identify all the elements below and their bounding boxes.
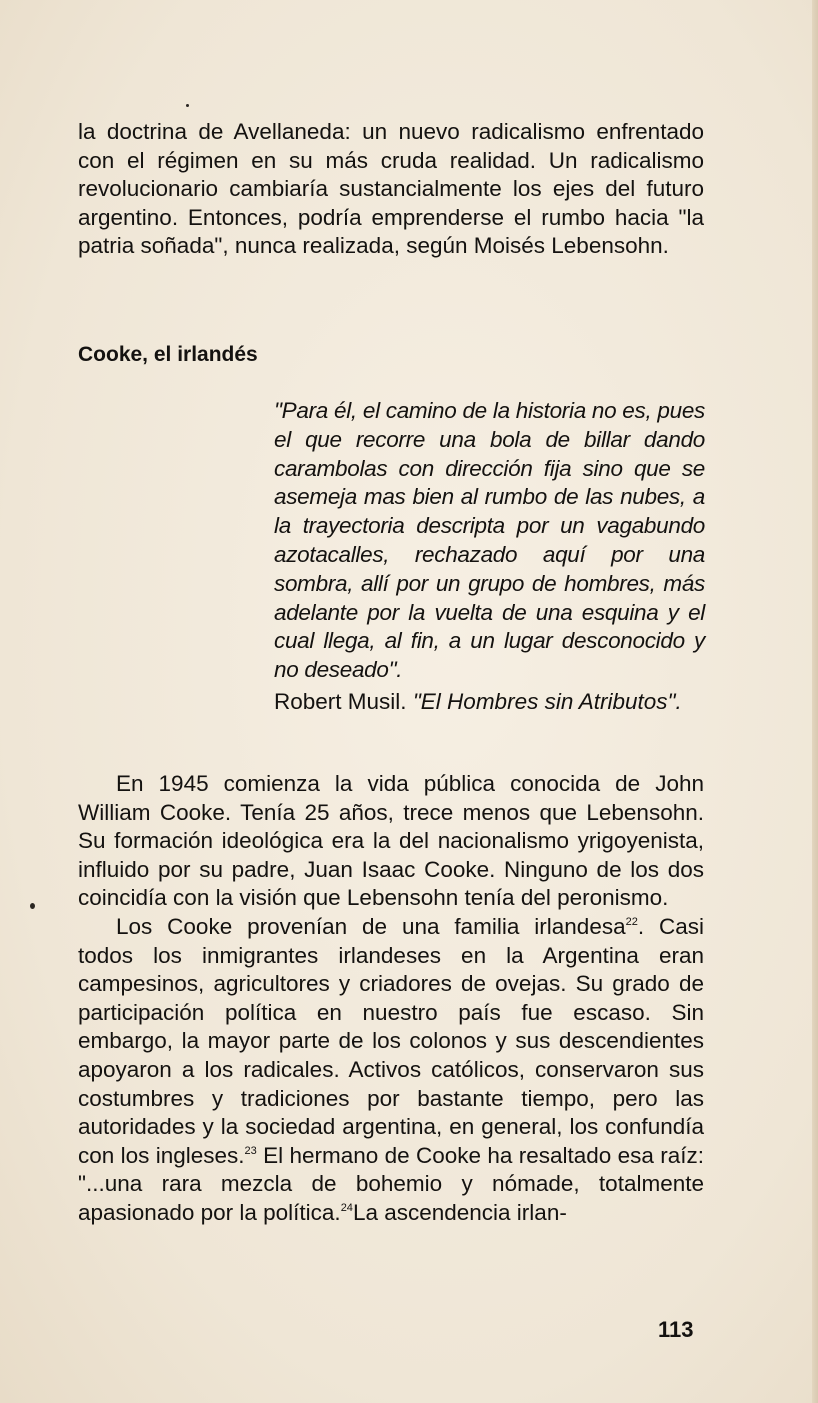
paragraph-cooke-family [78, 913, 704, 1228]
footnote-ref-24: 24 [340, 1201, 353, 1214]
cooke-family-text-1: Los Cooke provenían de una familia irlandesa [116, 913, 626, 939]
cooke-family-text-2: . Casi todos los inmigrantes irlandeses en la Argentina eran campesinos, agricultores y criadores de ovejas. Su grado de participación política en nuestro país fue escaso. Sin embargo, la mayor parte de los colonos y sus descendientes apoyaron a los radicales. Activos católicos, conservaron sus costumbres y tradiciones por bastante tiempo, pero las autoridades y la sociedad argentina, en general, los confundía con los ingleses. [78, 913, 704, 1168]
intro-block [78, 118, 704, 261]
footnote-ref-22: 22 [625, 915, 638, 928]
cooke-family-text-3: El hermano de Cooke ha resaltado esa raíz: "...una rara mezcla de bohemio y nómade, totalmente apasionado por la política. [78, 1142, 704, 1225]
page-number: 113 [658, 1317, 694, 1342]
footnote-ref-23: 23 [244, 1144, 257, 1157]
epigraph-work: "El Hombres sin Atributos". [412, 689, 682, 714]
paragraph-1945: En 1945 comienza la vida pública conocida de John William Cooke. Tenía 25 años, trece menos que Lebensohn. Su formación ideológica era la del nacionalismo yrigoyenista, influido por su padre, Juan Isaac Cooke. Ninguno de los dos coincidía con la visión que Lebensohn tenía del peronismo. [78, 771, 704, 911]
epigraph-author: Robert Musil. [274, 689, 407, 714]
section-heading: Cooke, el irlandés [78, 343, 258, 366]
print-speck [186, 104, 189, 107]
print-speck [30, 903, 35, 909]
epigraph-attribution [274, 688, 705, 717]
cooke-family-text-4: La ascendencia irlan- [352, 1199, 567, 1225]
body-block [78, 770, 704, 1228]
intro-paragraph: la doctrina de Avellaneda: un nuevo radicalismo enfrentado con el régimen en su más cruda realidad. Un radicalismo revolucionario cambiaría sustancialmente los ejes del futuro argentino. Entonces, podría emprenderse el rumbo hacia "la patria soñada", nunca realizada, según Moisés Lebensohn. [78, 119, 704, 259]
epigraph-quote: "Para él, el camino de la historia no es, pues el que recorre una bola de billar dando carambolas con dirección fija sino que se asemeja mas bien al rumbo de las nubes, a la trayectoria descripta por un vagabundo azotacalles, rechazado aquí por una sombra, allí por un grupo de hombres, más adelante por la vuelta de una esquina y el cual llega, al fin, a un lugar desconocido y no deseado". [274, 398, 705, 683]
page-edge-shadow [812, 0, 818, 1403]
